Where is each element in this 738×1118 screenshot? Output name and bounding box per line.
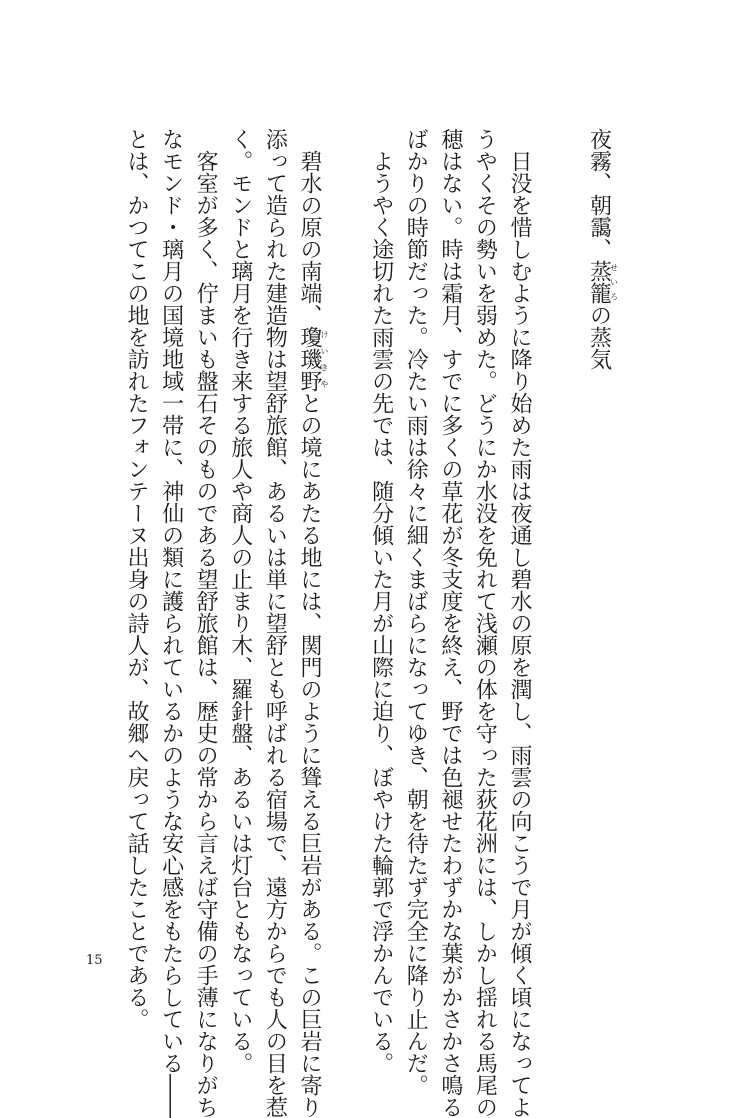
paragraph1-line3: 穂はない。時は霜月、すでに多くの草花が冬支度を終え、野では色褪せたわずかな葉がかさかさ鳴る (437, 128, 463, 1118)
paragraph2-line1-end: との境にあたる地には、関門のように聳える巨岩がある。この巨岩に寄り (296, 392, 322, 1118)
paragraph2-line4: 客室が多く、佇まいも盤石そのものである望舒旅館は、歴史の常から言えば守備の手薄になりがち (193, 150, 219, 1118)
paragraph2-line3: く。モンドと璃月を行き来する旅人や商人の止まり木、羅針盤、あるいは灯台ともなっている。 (227, 128, 253, 1074)
title-ruby-base: 蒸籠 (586, 260, 612, 304)
paragraph2-line6: とは、かつてこの地を訪れたフォンテーヌ出身の詩人が、故郷へ戻って話したことである。 (123, 128, 149, 1030)
title-suffix: の蒸気 (586, 304, 612, 370)
title-prefix: 夜霧、朝靄、 (586, 128, 612, 260)
chapter-title (582, 128, 619, 448)
paragraph1-line1: 日没を惜しむように降り始めた雨は夜通し碧水の原を潤し、雨雲の向こうで月が傾く頃になってよ (507, 150, 532, 1118)
title-ruby-reading: せいろ (609, 260, 619, 304)
paragraph2-line5: なモンド・璃月の国境地域一帯に、神仙の類に護られているかのような安心感をもたらしている―― (158, 128, 184, 1118)
paragraph2-line2: 添って造られた建造物は望舒旅館、あるいは単に望舒とも呼ばれる宿場で、遠方からでも人の目を惹 (262, 128, 288, 1118)
paragraph1-line2: うやくその勢いを弱めた。どうにか水没を免れて浅瀬の体を守った荻花洲には、しかし揺れる馬尾の (472, 128, 498, 1118)
title-ruby (586, 260, 619, 304)
paragraph2-ruby-reading: けいきや (319, 326, 329, 392)
paragraph1-line4: ばかりの時節だった。冷たい雨は徐々に細くまばらになってゆき、朝を待たず完全に降り止んだ。 (403, 128, 429, 1096)
paragraph2-line1-start: 碧水の原の南端、 (296, 150, 322, 326)
paragraph-gap (328, 128, 363, 928)
body-text (118, 128, 536, 1118)
paragraph1-line5: ようやく途切れた雨雲の先では、随分傾いた月が山際に迫り、ぼやけた輪郭で浮かんでいる。 (368, 150, 394, 1074)
page-number: 15 (86, 953, 103, 968)
paragraph2-ruby-base: 瓊璣野 (296, 326, 322, 392)
paragraph2-ruby (296, 326, 329, 392)
paragraph2-line1 (291, 128, 329, 1118)
